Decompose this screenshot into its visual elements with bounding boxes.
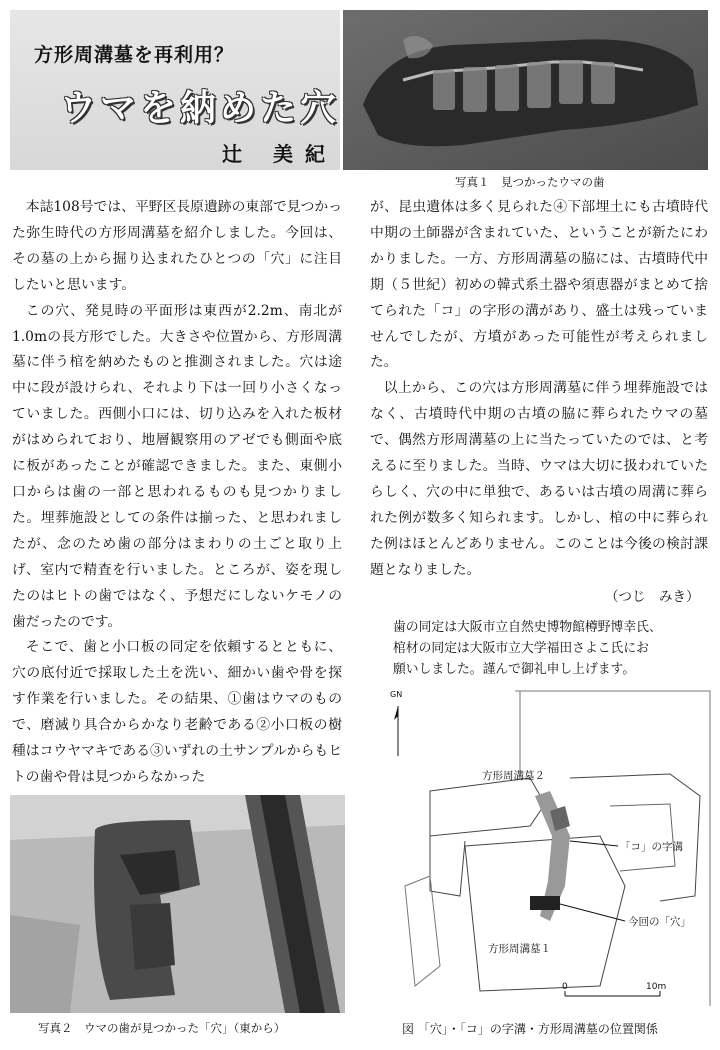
photo-horse-teeth (343, 10, 708, 170)
scale-end: 10m (646, 982, 667, 992)
paragraph-5: 以上から、この穴は方形周溝墓に伴う埋葬施設ではなく、古墳時代中期の古墳の脇に葬られたウマの墓で、偶然方形周溝墓の上に当たっていたのでは、と考えるに至りました。当時、ウマは大切に扱われていたらしく、穴の中に単独で、あるいは古墳の周溝に葬られた例が数多く知られます。しかし、棺の中に葬られた例はほとんどありません。このことは今後の検討課題となりました。 (370, 380, 708, 578)
acknowledgement-note (393, 617, 703, 680)
scale-start: 0 (562, 982, 568, 992)
site-plan-figure (370, 686, 715, 1016)
paragraph-1: 本誌108号では、平野区長原遺跡の東部で見つかった弥生時代の方形周溝墓を紹介しました。今回は、その墓の上から掘り込まれたひとつの「穴」に注目したいと思います。 (12, 199, 342, 293)
article-column-left (12, 195, 342, 791)
label-mound-2: 方形周溝墓２ (482, 770, 545, 782)
paragraph-4: が、昆虫遺体は多く見られた④下部埋土にも古墳時代中期の土師器が含まれていた、ということが新たにわかりました。一方、方形周溝墓の脇には、古墳時代中期（５世紀）初めの韓式系土器や須恵器がまとめて捨てられた「コ」の字形の溝があり、盛土は残っていませんでしたが、方墳があった可能性が考えられました。 (370, 199, 708, 371)
photo-excavated-hole (10, 795, 345, 1013)
acknowledgement-line-2: 棺材の同定は大阪市立大学福田さよこ氏にお (393, 641, 649, 656)
north-label: GN (390, 690, 403, 699)
label-ko-ditch: 「コ」の字溝 (620, 841, 683, 853)
acknowledgement-line-3: 願いしました。謹んで御礼申し上げます。 (393, 662, 636, 677)
paragraph-2: この穴、発見時の平面形は東西が2.2m、南北が1.0mの長方形でした。大きさや位置から、方形周溝墓に伴う棺を納めたものと推測されました。穴は途中に段が設けられ、それより下は一回り小さくなっていました。西側小口には、切り込みを入れた板材がはめられており、地層観察用のアゼでも側面や底に板があったことが確認できました。また、東側小口からは歯の一部と思われるものも見つかりました。埋葬施設としての条件は揃った、と思われましたが、念のため歯の部分はまわりの土ごと取り上げ、室内で精査を行いました。ところが、姿を現したのはヒトの歯ではなく、予想だにしないケモノの歯だったのです。 (12, 302, 342, 630)
paragraph-3: そこで、歯と小口板の同定を依頼するとともに、穴の底付近で採取した土を洗い、細かい歯や骨を探す作業を行いました。その結果、①歯はウマのもので、磨滅り具合からかなり老齢である②小口板の樹種はコウヤマキである③いずれの土サンプルからもヒトの歯や骨は見つからなかった (12, 639, 342, 785)
article-subtitle: 方形周溝墓を再利用？ (34, 44, 235, 66)
article-title: ウマを納めた穴 (60, 88, 341, 129)
photo2-caption: 写真２ ウマの歯が見つかった「穴」（東から） (38, 1021, 286, 1035)
author-name: 辻 美紀 (222, 142, 337, 166)
figure-caption: 図 「穴」・「コ」の字溝・方形周溝墓の位置関係 (402, 1022, 658, 1036)
label-mound-1: 方形周溝墓１ (488, 943, 551, 955)
header-box (10, 10, 340, 170)
acknowledgement-line-1: 歯の同定は大阪市立自然史博物館樽野博幸氏、 (393, 620, 662, 635)
photo1-caption: 写真１ 見つかったウマの歯 (455, 175, 605, 189)
label-hole: 今回の「穴」 (628, 916, 691, 928)
article-column-right (370, 195, 708, 584)
author-signature: （つじ みき） (605, 589, 700, 605)
